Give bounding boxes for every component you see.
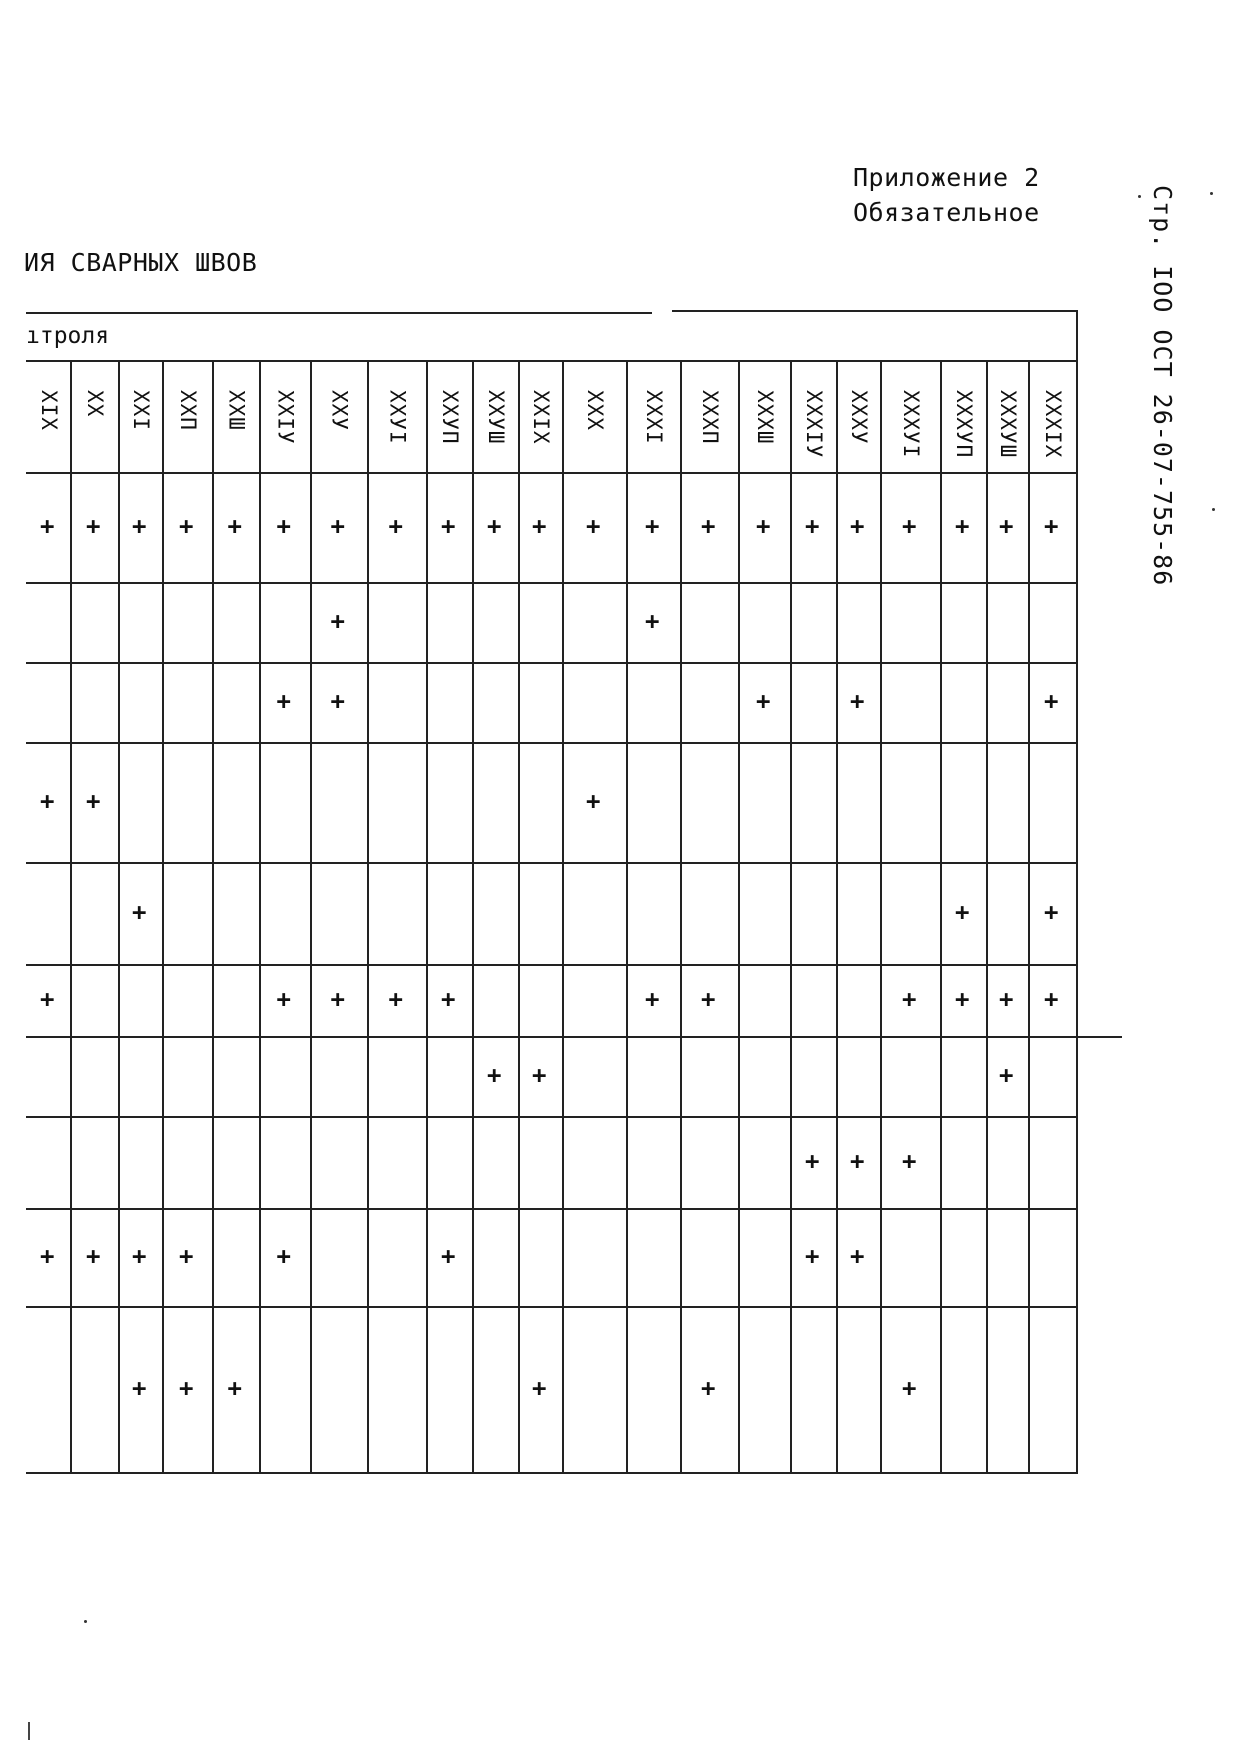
cell-mark: +	[532, 1374, 547, 1402]
cell-mark: +	[40, 787, 55, 815]
appendix-number: Приложение 2	[853, 163, 1040, 192]
column-header: XXXIX	[1041, 390, 1065, 459]
row-divider	[26, 742, 1078, 744]
cell-mark: +	[441, 512, 456, 540]
cell-mark: +	[955, 512, 970, 540]
row-divider	[26, 862, 1078, 864]
stray-mark	[28, 1722, 30, 1740]
cell-mark: +	[132, 1374, 147, 1402]
cell-mark: +	[441, 985, 456, 1013]
cell-mark: +	[805, 512, 820, 540]
page-stamp: Стр. IOO ОСТ 26-07-755-86	[1148, 185, 1177, 587]
table-title: ИЯ СВАРНЫХ ШВОВ	[24, 248, 258, 277]
cell-mark: +	[441, 1242, 456, 1270]
column-header: XX	[83, 390, 107, 418]
table-top-border-left	[26, 312, 652, 314]
cell-mark: +	[701, 1374, 716, 1402]
column-header: XXП	[176, 390, 200, 431]
column-header: XXXУ	[847, 390, 871, 445]
column-header: XXУШ	[484, 390, 508, 445]
column-header: XXI	[129, 390, 153, 431]
cell-mark: +	[756, 687, 771, 715]
cell-mark: +	[1044, 898, 1059, 926]
cell-mark: +	[276, 1242, 291, 1270]
table-subheading: ıтроля	[26, 323, 110, 349]
cell-mark: +	[902, 985, 917, 1013]
column-header: XXXУШ	[996, 390, 1020, 459]
cell-mark: +	[179, 512, 194, 540]
stray-mark	[1210, 192, 1213, 195]
row-divider	[26, 582, 1078, 584]
cell-mark: +	[902, 1147, 917, 1175]
cell-mark: +	[756, 512, 771, 540]
table-frame-right-edge	[1076, 310, 1078, 362]
cell-mark: +	[388, 985, 403, 1013]
column-header: XXXУI	[899, 390, 923, 459]
cell-mark: +	[132, 898, 147, 926]
column-header: XXXIУ	[802, 390, 826, 459]
cell-mark: +	[902, 512, 917, 540]
cell-mark: +	[999, 985, 1014, 1013]
cell-mark: +	[132, 512, 147, 540]
cell-mark: +	[86, 787, 101, 815]
cell-mark: +	[955, 898, 970, 926]
cell-mark: +	[179, 1374, 194, 1402]
cell-mark: +	[487, 512, 502, 540]
cell-mark: +	[276, 512, 291, 540]
cell-mark: +	[227, 512, 242, 540]
column-header: XXIУ	[273, 390, 298, 445]
cell-mark: +	[330, 607, 345, 635]
cell-mark: +	[86, 512, 101, 540]
cell-mark: +	[1044, 687, 1059, 715]
cell-mark: +	[645, 512, 660, 540]
cell-mark: +	[330, 985, 345, 1013]
column-header: XXУП	[438, 390, 462, 445]
row-divider	[26, 1116, 1078, 1118]
column-header: XXIX	[529, 390, 553, 445]
cell-mark: +	[86, 1242, 101, 1270]
cell-mark: +	[999, 1061, 1014, 1089]
cell-mark: +	[645, 985, 660, 1013]
table-top-border-right	[672, 310, 1078, 312]
header-divider	[26, 360, 1078, 362]
cell-mark: +	[701, 512, 716, 540]
row-divider	[26, 1306, 1078, 1308]
cell-mark: +	[586, 512, 601, 540]
column-header: XXУI	[385, 390, 410, 445]
cell-mark: +	[330, 512, 345, 540]
column-header: XXXI	[642, 390, 666, 445]
column-header: XXX	[583, 390, 607, 431]
cell-mark: +	[276, 687, 291, 715]
cell-mark: +	[227, 1374, 242, 1402]
cell-mark: +	[388, 512, 403, 540]
cell-mark: +	[179, 1242, 194, 1270]
cell-mark: +	[532, 512, 547, 540]
cell-mark: +	[276, 985, 291, 1013]
cell-mark: +	[40, 985, 55, 1013]
stray-mark	[1138, 195, 1141, 198]
cell-mark: +	[805, 1242, 820, 1270]
row-divider	[26, 964, 1078, 966]
appendix-label	[853, 160, 1040, 230]
cell-mark: +	[999, 512, 1014, 540]
column-header: XXXУП	[952, 390, 976, 459]
cell-mark: +	[850, 512, 865, 540]
appendix-status: Обязательное	[853, 198, 1040, 227]
row-divider	[26, 662, 1078, 664]
column-header: XXXШ	[753, 390, 777, 445]
cell-mark: +	[805, 1147, 820, 1175]
cell-mark: +	[1044, 512, 1059, 540]
cell-mark: +	[850, 687, 865, 715]
cell-mark: +	[586, 787, 601, 815]
row-divider	[26, 1208, 1078, 1210]
column-header: XXXП	[698, 390, 722, 445]
cell-mark: +	[850, 1242, 865, 1270]
cell-mark: +	[850, 1147, 865, 1175]
stray-mark	[84, 1620, 87, 1623]
row-divider	[26, 1036, 1122, 1038]
cell-mark: +	[330, 687, 345, 715]
cell-mark: +	[132, 1242, 147, 1270]
cell-mark: +	[955, 985, 970, 1013]
cell-mark: +	[40, 1242, 55, 1270]
column-header: XXУ	[327, 390, 352, 431]
header-bottom-border	[26, 472, 1078, 474]
cell-mark: +	[902, 1374, 917, 1402]
cell-mark: +	[487, 1061, 502, 1089]
column-header: XIX	[37, 390, 61, 431]
cell-mark: +	[532, 1061, 547, 1089]
stray-mark	[1212, 508, 1215, 511]
cell-mark: +	[40, 512, 55, 540]
cell-mark: +	[645, 607, 660, 635]
row-divider	[26, 1472, 1078, 1474]
cell-mark: +	[701, 985, 716, 1013]
column-header: XXШ	[224, 390, 249, 431]
cell-mark: +	[1044, 985, 1059, 1013]
